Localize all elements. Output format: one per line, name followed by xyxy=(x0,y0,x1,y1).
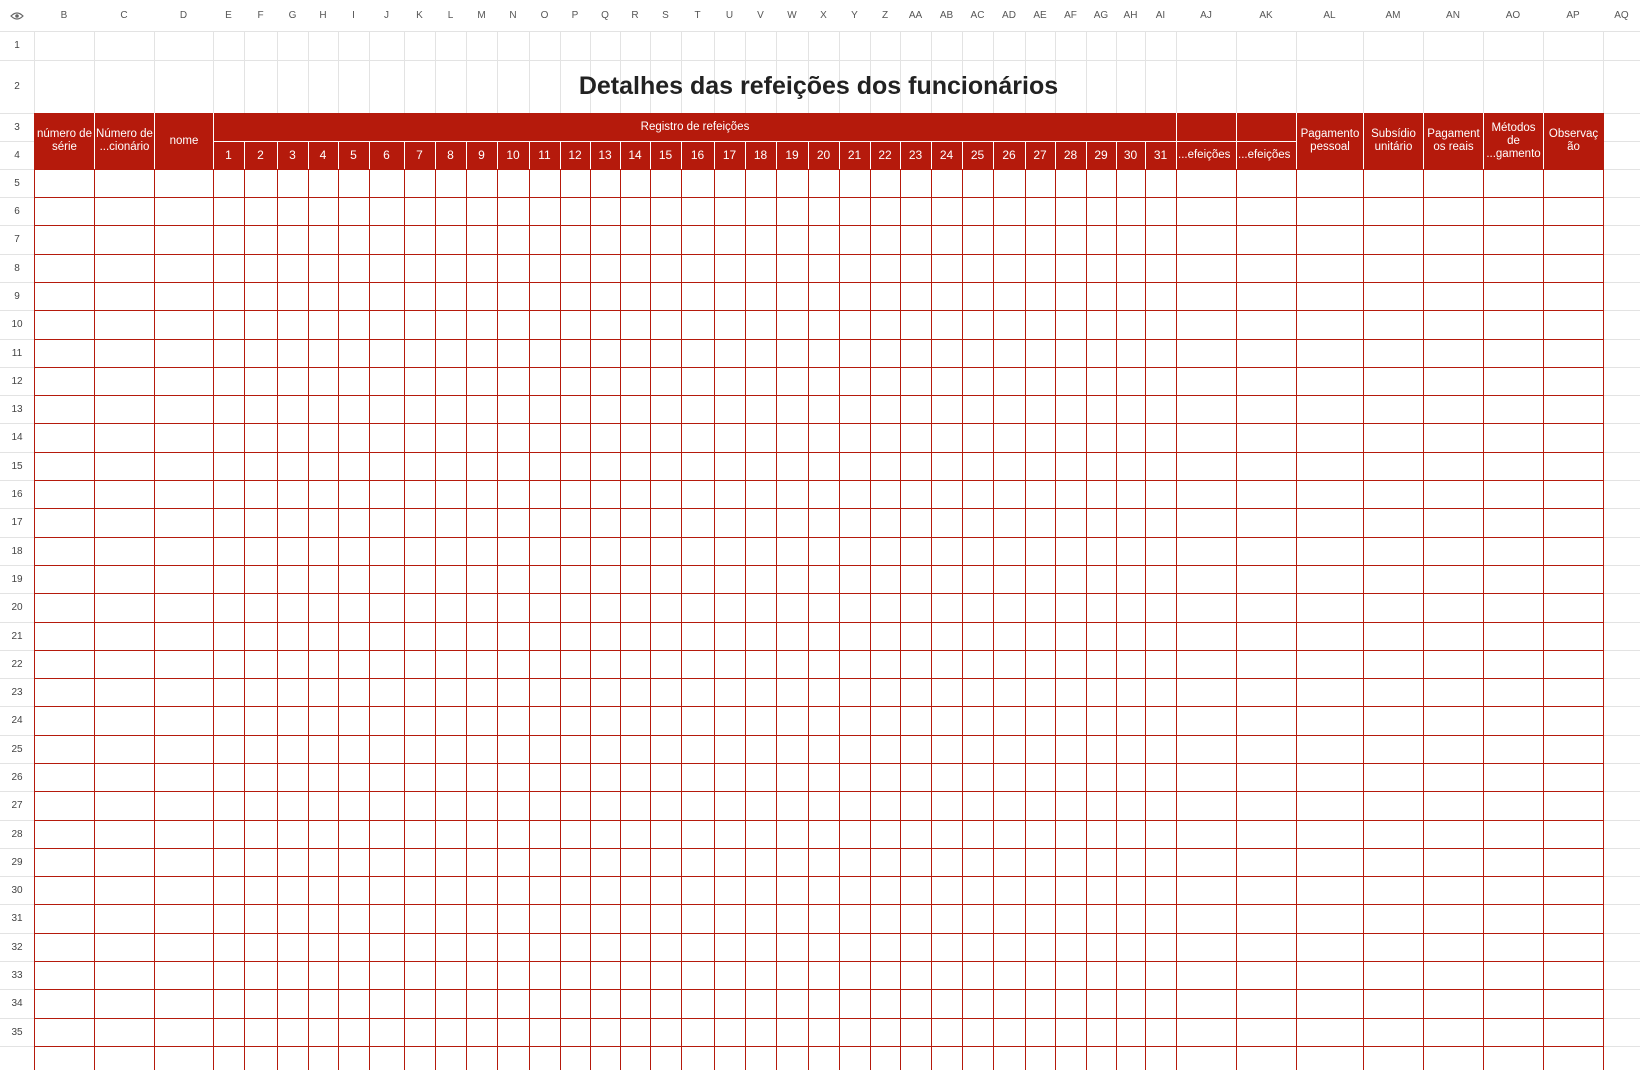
row-header-21[interactable]: 21 xyxy=(11,630,23,642)
row-header-15[interactable]: 15 xyxy=(11,460,23,472)
table-border-vertical xyxy=(154,169,155,1070)
row-header-28[interactable]: 28 xyxy=(11,828,23,840)
day-header-15[interactable]: 15 xyxy=(658,148,673,162)
table-border-horizontal xyxy=(34,650,1604,651)
day-header-4[interactable]: 4 xyxy=(319,148,327,162)
table-border-horizontal xyxy=(34,848,1604,849)
day-header-14[interactable]: 14 xyxy=(628,148,642,162)
column-header-o[interactable]: O xyxy=(529,0,560,31)
column-header-b[interactable]: B xyxy=(34,0,94,31)
table-border-vertical xyxy=(931,169,932,1070)
table-border-vertical xyxy=(369,169,370,1070)
header-divider-vertical xyxy=(1423,113,1424,169)
table-border-horizontal xyxy=(34,537,1604,538)
table-border-horizontal xyxy=(34,622,1604,623)
row-header-24[interactable]: 24 xyxy=(11,715,23,726)
header-meals-2[interactable]: ...efeições xyxy=(1238,148,1291,161)
table-border-vertical xyxy=(466,169,467,1070)
column-header-m[interactable]: M xyxy=(466,0,497,31)
table-border-horizontal xyxy=(34,452,1604,453)
row-header-30[interactable]: 30 xyxy=(11,884,23,896)
row-header-31[interactable]: 31 xyxy=(11,913,23,924)
column-header-ap[interactable]: AP xyxy=(1543,0,1603,31)
row-header-3[interactable]: 3 xyxy=(14,121,20,133)
day-header-9[interactable]: 9 xyxy=(478,148,485,162)
row-header-32[interactable]: 32 xyxy=(11,941,23,953)
table-border-vertical xyxy=(808,169,809,1070)
header-personal-payment[interactable]: Pagamento pessoal xyxy=(1300,128,1360,153)
header-unit-subsidy[interactable]: Subsídio unitário xyxy=(1371,128,1416,153)
row-header-8[interactable]: 8 xyxy=(14,262,20,274)
table-border-vertical xyxy=(1055,169,1056,1070)
column-header-e[interactable]: E xyxy=(213,0,244,31)
column-header-w[interactable]: W xyxy=(776,0,808,31)
row-header-34[interactable]: 34 xyxy=(11,998,23,1009)
row-header-18[interactable]: 18 xyxy=(11,545,23,557)
table-border-vertical xyxy=(900,169,901,1070)
row-header-16[interactable]: 16 xyxy=(11,488,23,500)
table-border-horizontal xyxy=(34,904,1604,905)
column-header-ad[interactable]: AD xyxy=(993,0,1025,31)
table-border-horizontal xyxy=(34,225,1604,226)
row-header-25[interactable]: 25 xyxy=(11,743,23,755)
table-border-horizontal xyxy=(34,254,1604,255)
day-header-10[interactable]: 10 xyxy=(506,148,520,162)
header-serial-number[interactable]: número de série xyxy=(37,128,92,153)
day-header-1[interactable]: 1 xyxy=(225,148,232,162)
column-header-aa[interactable]: AA xyxy=(900,0,931,31)
row-header-9[interactable]: 9 xyxy=(14,290,20,302)
day-header-26[interactable]: 26 xyxy=(1002,148,1016,162)
table-border-vertical xyxy=(1145,169,1146,1070)
day-header-17[interactable]: 17 xyxy=(722,148,737,162)
header-payment-methods[interactable]: Métodos de ...gamento xyxy=(1486,121,1541,160)
column-header-k[interactable]: K xyxy=(404,0,435,31)
table-border-horizontal xyxy=(34,1046,1604,1047)
column-header-q[interactable]: Q xyxy=(590,0,620,31)
row-header-22[interactable]: 22 xyxy=(11,658,23,670)
column-header-ak[interactable]: AK xyxy=(1236,0,1296,31)
sheet-title[interactable]: Detalhes das refeições dos funcionários xyxy=(578,72,1059,100)
row-header-20[interactable]: 20 xyxy=(11,602,23,613)
column-header-an[interactable]: AN xyxy=(1423,0,1483,31)
table-border-vertical xyxy=(1363,169,1364,1070)
table-border-vertical xyxy=(244,169,245,1070)
table-border-vertical xyxy=(1423,169,1424,1070)
table-border-vertical xyxy=(1236,169,1237,1070)
column-header-z[interactable]: Z xyxy=(870,0,900,31)
row-header-5[interactable]: 5 xyxy=(14,177,20,189)
header-actual-payments[interactable]: Pagament os reais xyxy=(1427,128,1480,153)
header-meal-register[interactable]: Registro de refeições xyxy=(640,120,750,133)
row-header-2[interactable]: 2 xyxy=(14,81,20,92)
column-header-u[interactable]: U xyxy=(714,0,745,31)
row-header-14[interactable]: 14 xyxy=(11,432,23,443)
row-header-12[interactable]: 12 xyxy=(11,375,23,387)
day-header-23[interactable]: 23 xyxy=(908,148,923,162)
row-header-6[interactable]: 6 xyxy=(14,205,20,217)
table-border-vertical xyxy=(993,169,994,1070)
column-header-c[interactable]: C xyxy=(94,0,154,31)
row-header-19[interactable]: 19 xyxy=(11,573,23,585)
column-header-d[interactable]: D xyxy=(154,0,213,31)
table-border-horizontal xyxy=(34,565,1604,566)
row-header-1[interactable]: 1 xyxy=(14,40,20,51)
day-header-19[interactable]: 19 xyxy=(785,148,799,162)
table-border-horizontal xyxy=(34,961,1604,962)
column-header-ac[interactable]: AC xyxy=(962,0,993,31)
day-header-18[interactable]: 18 xyxy=(753,148,768,162)
column-header-am[interactable]: AM xyxy=(1363,0,1423,31)
table-border-horizontal xyxy=(34,876,1604,877)
day-header-12[interactable]: 12 xyxy=(568,148,582,162)
header-divider-vertical xyxy=(1543,113,1544,169)
column-header-i[interactable]: I xyxy=(338,0,369,31)
row-header-33[interactable]: 33 xyxy=(11,969,23,981)
header-divider-vertical xyxy=(94,113,95,169)
table-border-vertical xyxy=(497,169,498,1070)
table-border-vertical xyxy=(1086,169,1087,1070)
column-header-p[interactable]: P xyxy=(560,0,590,31)
table-border-vertical xyxy=(560,169,561,1070)
gridline-horizontal xyxy=(0,31,1640,32)
table-border-vertical xyxy=(338,169,339,1070)
table-border-vertical xyxy=(1025,169,1026,1070)
table-border-vertical xyxy=(714,169,715,1070)
table-border-vertical xyxy=(404,169,405,1070)
table-border-horizontal xyxy=(34,989,1604,990)
table-border-vertical xyxy=(1296,169,1297,1070)
day-header-13[interactable]: 13 xyxy=(598,148,612,162)
column-header-af[interactable]: AF xyxy=(1055,0,1086,31)
header-divider-vertical xyxy=(1296,113,1297,169)
table-border-vertical xyxy=(776,169,777,1070)
table-border-horizontal xyxy=(34,169,1604,170)
header-observation[interactable]: Observaç ão xyxy=(1548,128,1599,153)
table-border-vertical xyxy=(94,169,95,1070)
day-header-3[interactable]: 3 xyxy=(289,148,296,162)
day-header-22[interactable]: 22 xyxy=(878,148,892,162)
day-header-27[interactable]: 27 xyxy=(1033,148,1047,162)
table-border-horizontal xyxy=(34,480,1604,481)
row-header-11[interactable]: 11 xyxy=(11,347,23,359)
column-header-t[interactable]: T xyxy=(681,0,714,31)
column-header-al[interactable]: AL xyxy=(1296,0,1363,31)
column-header-l[interactable]: L xyxy=(435,0,466,31)
column-header-v[interactable]: V xyxy=(745,0,776,31)
day-header-21[interactable]: 21 xyxy=(847,148,862,162)
table-border-vertical xyxy=(529,169,530,1070)
row-header-35[interactable]: 35 xyxy=(11,1026,23,1038)
column-header-f[interactable]: F xyxy=(244,0,277,31)
table-border-vertical xyxy=(308,169,309,1070)
day-header-30[interactable]: 30 xyxy=(1123,148,1138,162)
column-header-aj[interactable]: AJ xyxy=(1176,0,1236,31)
row-header-27[interactable]: 27 xyxy=(11,800,23,811)
day-header-28[interactable]: 28 xyxy=(1063,148,1078,162)
header-divider-vertical xyxy=(1363,113,1364,169)
column-header-ao[interactable]: AO xyxy=(1483,0,1543,31)
column-header-n[interactable]: N xyxy=(497,0,529,31)
row-header-26[interactable]: 26 xyxy=(11,771,23,783)
table-border-horizontal xyxy=(34,423,1604,424)
column-header-y[interactable]: Y xyxy=(839,0,870,31)
row-header-4[interactable]: 4 xyxy=(14,149,20,161)
table-border-vertical xyxy=(650,169,651,1070)
table-border-horizontal xyxy=(34,933,1604,934)
column-header-r[interactable]: R xyxy=(620,0,650,31)
table-border-horizontal xyxy=(34,763,1604,764)
column-header-x[interactable]: X xyxy=(808,0,839,31)
table-border-vertical xyxy=(435,169,436,1070)
table-border-vertical xyxy=(1483,169,1484,1070)
table-border-vertical xyxy=(213,169,214,1070)
column-header-ah[interactable]: AH xyxy=(1116,0,1145,31)
table-border-horizontal xyxy=(34,791,1604,792)
column-header-h[interactable]: H xyxy=(308,0,338,31)
day-header-11[interactable]: 11 xyxy=(538,148,551,162)
table-border-vertical xyxy=(839,169,840,1070)
table-border-horizontal xyxy=(34,282,1604,283)
header-meals-1[interactable]: ...efeições xyxy=(1178,148,1231,161)
day-header-20[interactable]: 20 xyxy=(816,148,831,162)
table-border-horizontal xyxy=(34,735,1604,736)
select-all-corner[interactable] xyxy=(0,0,34,31)
day-header-2[interactable]: 2 xyxy=(257,148,264,162)
table-border-vertical xyxy=(1603,169,1604,1070)
table-border-horizontal xyxy=(34,1018,1604,1019)
day-header-8[interactable]: 8 xyxy=(447,148,454,162)
table-border-vertical xyxy=(277,169,278,1070)
table-border-horizontal xyxy=(34,706,1604,707)
day-header-31[interactable]: 31 xyxy=(1153,148,1168,162)
eye-icon xyxy=(10,11,24,21)
day-header-24[interactable]: 24 xyxy=(939,148,954,162)
table-border-vertical xyxy=(1116,169,1117,1070)
column-header-j[interactable]: J xyxy=(369,0,404,31)
table-border-horizontal xyxy=(34,367,1604,368)
table-border-horizontal xyxy=(34,395,1604,396)
row-header-23[interactable]: 23 xyxy=(11,686,23,698)
table-border-horizontal xyxy=(34,310,1604,311)
column-header-ae[interactable]: AE xyxy=(1025,0,1055,31)
table-border-horizontal xyxy=(34,820,1604,821)
day-header-25[interactable]: 25 xyxy=(970,148,985,162)
column-header-ai[interactable]: AI xyxy=(1145,0,1176,31)
column-header-ab[interactable]: AB xyxy=(931,0,962,31)
column-header-aq[interactable]: AQ xyxy=(1603,0,1640,31)
column-header-ag[interactable]: AG xyxy=(1086,0,1116,31)
table-border-vertical xyxy=(681,169,682,1070)
row-header-7[interactable]: 7 xyxy=(14,234,20,245)
day-header-7[interactable]: 7 xyxy=(416,148,423,162)
table-border-vertical xyxy=(745,169,746,1070)
table-border-horizontal xyxy=(34,508,1604,509)
table-border-horizontal xyxy=(34,593,1604,594)
header-employee-number[interactable]: Número de ...cionário xyxy=(96,128,153,153)
day-header-16[interactable]: 16 xyxy=(690,148,705,162)
row-header-13[interactable]: 13 xyxy=(11,403,23,415)
table-border-horizontal xyxy=(34,197,1604,198)
table-border-vertical xyxy=(590,169,591,1070)
table-border-horizontal xyxy=(34,339,1604,340)
header-name[interactable]: nome xyxy=(169,134,199,147)
day-header-5[interactable]: 5 xyxy=(350,148,357,162)
row-header-29[interactable]: 29 xyxy=(11,856,23,868)
table-border-vertical xyxy=(34,169,35,1070)
column-header-s[interactable]: S xyxy=(650,0,681,31)
header-divider-vertical xyxy=(1483,113,1484,169)
table-border-vertical xyxy=(1176,169,1177,1070)
row-header-17[interactable]: 17 xyxy=(11,517,23,528)
table-border-vertical xyxy=(870,169,871,1070)
table-border-vertical xyxy=(620,169,621,1070)
row-header-10[interactable]: 10 xyxy=(11,319,23,330)
table-border-vertical xyxy=(1543,169,1544,1070)
table-border-horizontal xyxy=(34,678,1604,679)
table-border-vertical xyxy=(962,169,963,1070)
day-header-29[interactable]: 29 xyxy=(1094,148,1108,162)
day-header-6[interactable]: 6 xyxy=(383,148,390,162)
column-header-g[interactable]: G xyxy=(277,0,308,31)
header-divider-vertical xyxy=(154,113,155,169)
